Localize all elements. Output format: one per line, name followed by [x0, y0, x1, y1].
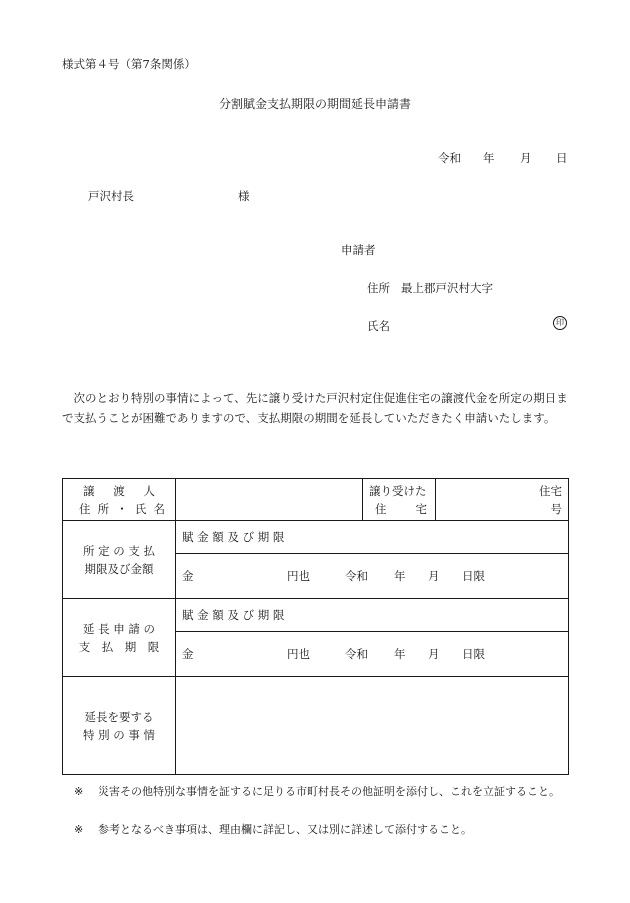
note-2: ※ 参考となるべき事項は、理由欄に詳記し、又は別に詳述して添付すること。 — [74, 823, 472, 836]
date-era: 令和 — [438, 151, 461, 165]
extension-subheader: 賦 金 額 及 び 期 限 — [176, 599, 569, 632]
application-table — [62, 478, 569, 775]
date-day: 日 — [556, 151, 568, 165]
table-row — [63, 479, 569, 521]
addressee-honorific: 様 — [238, 189, 250, 203]
table-row — [63, 677, 569, 775]
body-text: 次のとおり特別の事情によって、先に譲り受けた戸沢村定住促進住宅の譲渡代金を所定の期日まで支払うことが困難でありますので、支払期限の期間を延長していただきたく申請いたします。 — [62, 391, 568, 425]
scheduled-subheader: 賦 金 額 及 び 期 限 — [176, 521, 569, 554]
scheduled-label: 所 定 の 支 払 期限及び金額 — [63, 521, 176, 599]
transferee-label: 譲 渡 人 住 所 ・ 氏 名 — [63, 479, 176, 521]
date-month: 月 — [520, 151, 532, 165]
reason-label: 延長を要する 特 別 の 事 情 — [63, 677, 176, 775]
extension-amount-row[interactable]: 金 円也 令和 年 月 日限 — [176, 632, 569, 677]
house-input[interactable]: 住宅 号 — [436, 479, 569, 521]
page-title: 分割賦金支払期限の期間延長申請書 — [218, 97, 411, 111]
address-label: 住所 — [367, 281, 390, 295]
house-label: 譲り受けた 住 宅 — [363, 479, 436, 521]
reason-input[interactable] — [176, 677, 569, 775]
addressee-name: 戸沢村長 — [88, 189, 134, 203]
seal-mark: 印 — [553, 316, 567, 330]
scheduled-amount-row[interactable]: 金 円也 令和 年 月 日限 — [176, 554, 569, 599]
address-value[interactable]: 最上郡戸沢村大字 — [401, 281, 493, 295]
applicant-heading: 申請者 — [341, 243, 376, 257]
transferee-input[interactable] — [176, 479, 363, 521]
table-row — [63, 521, 569, 554]
table-row — [63, 599, 569, 632]
form-number: 様式第４号（第7条関係） — [62, 57, 196, 71]
date-year: 年 — [483, 151, 495, 165]
note-1: ※ 災害その他特別な事情を証するに足りる市町村長その他証明を添付し、これを立証すること。 — [74, 785, 560, 798]
extension-label: 延 長 申 請 の 支 払 期 限 — [63, 599, 176, 677]
name-label: 氏名 — [367, 319, 390, 333]
